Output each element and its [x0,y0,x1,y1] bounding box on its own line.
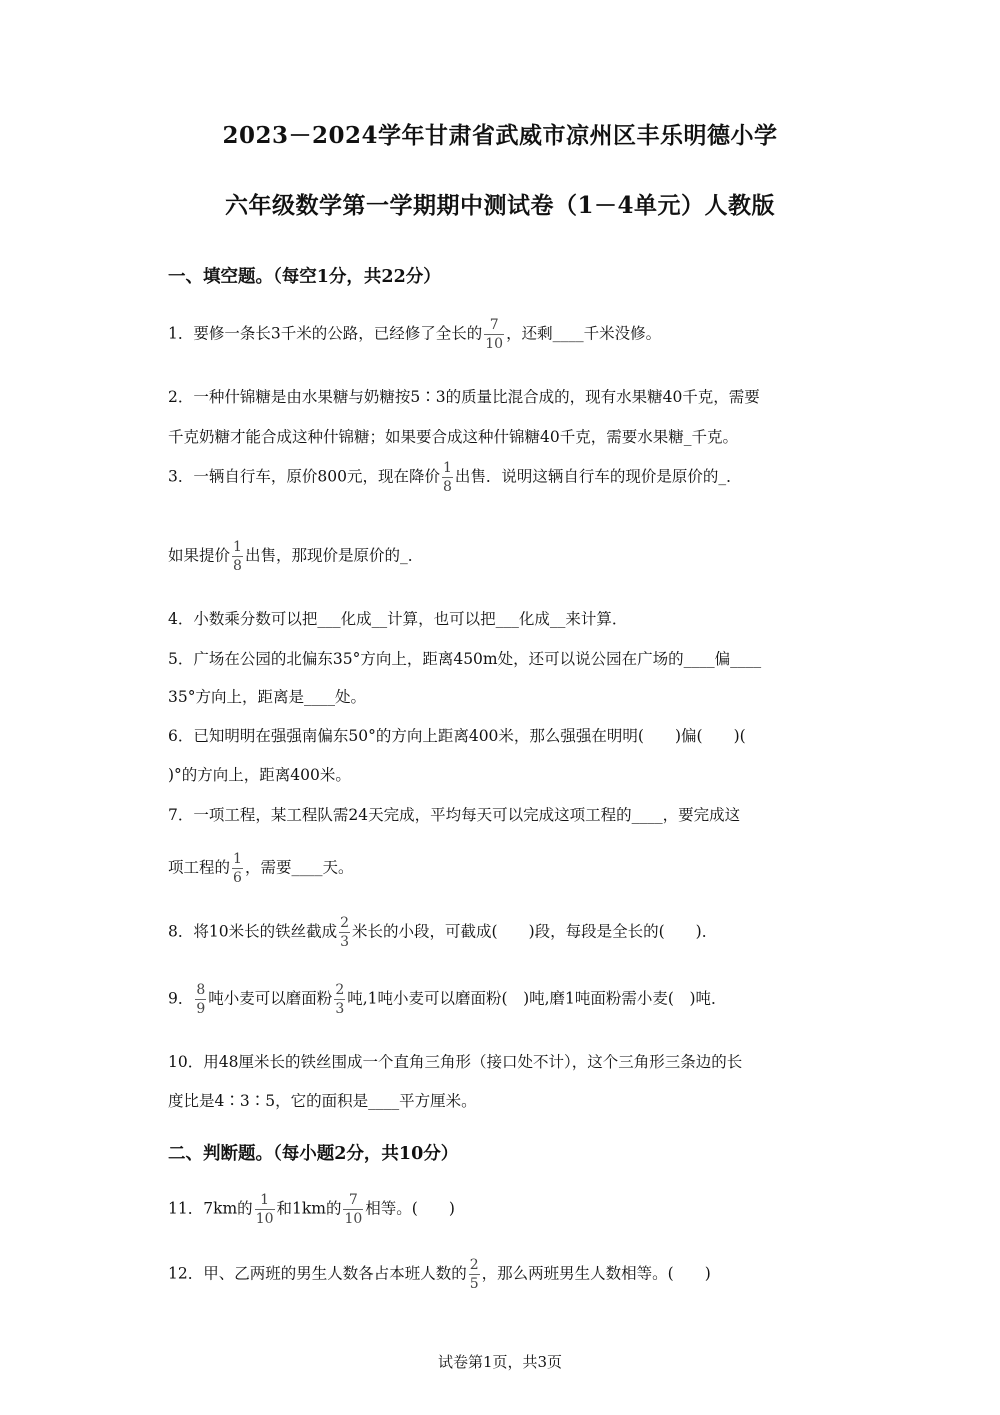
section-fill-in-blank: 一、填空题。（每空1分，共22分） [168,267,441,287]
question-9-text-end: 吨,1吨小麦可以磨面粉( )吨,磨1吨面粉需小麦( )吨． [347,989,727,1008]
section-true-false: 二、判断题。（每小题2分，共10分） [168,1144,459,1164]
question-2-line1: 2．一种什锦糖是由水果糖与奶糖按5∶3的质量比混合成的，现有水果糖40千克，需要 [168,388,760,406]
question-3-line1 [168,461,742,494]
question-5-line1: 5．广场在公园的北偏东35°方向上，距离450m处，还可以说公园在广场的____偏____ [168,650,762,668]
fraction: $\frac{7}{10}$ [485,317,504,352]
question-6-line2: )°的方向上，距离400米。 [168,766,351,784]
page-footer: 试卷第1页，共3页 [437,1353,563,1371]
question-7-line2 [168,852,353,885]
question-8 [168,916,717,949]
question-9-number: 9． [168,989,194,1008]
question-7-line1: 7．一项工程，某工程队需24天完成，平均每天可以完成这项工程的____，要完成这 [168,806,741,824]
question-4: 4．小数乘分数可以把___化成__计算，也可以把___化成__来计算． [168,610,628,628]
question-3-text-end: 出售．说明这辆自行车的现价是原价的_． [454,467,742,486]
fraction: $\frac{2}{3}$ [340,915,350,950]
exam-title-line2: 六年级数学第一学期期中测试卷（1－4单元）人教版 [224,192,775,219]
question-1-text: 1．要修一条长3千米的公路，已经修了全长的 [168,324,483,343]
question-3-text: 3．一辆自行车，原价800元，现在降价 [168,467,440,486]
fraction: $\frac{2}{5}$ [469,1257,479,1292]
question-12 [168,1258,711,1291]
fraction: $\frac{1}{8}$ [233,539,242,574]
question-5-line2: 35°方向上，距离是____处。 [168,688,366,706]
question-12-text-end: ，那么两班男生人数相等。( ) [481,1264,711,1283]
question-10-line2: 度比是4∶3∶5，它的面积是____平方厘米。 [168,1092,477,1110]
question-3-text-3: 出售，那现价是原价的_． [244,546,424,565]
fraction: $\frac{1}{8}$ [442,460,452,495]
question-7-text-end: ，需要____天。 [244,858,354,877]
question-11-text: 11．7km的 [168,1199,253,1218]
question-11-text-end: 相等。( ) [365,1199,455,1218]
question-8-text: 8．将10米长的铁丝截成 [168,922,338,941]
question-9 [168,983,727,1016]
question-11-text-2: 和1km的 [276,1199,342,1218]
question-12-text: 12．甲、乙两班的男生人数各占本班人数的 [168,1264,467,1283]
fraction: $\frac{7}{10}$ [344,1192,363,1227]
question-6-line1: 6．已知明明在强强南偏东50°的方向上距离400米，那么强强在明明( )偏( )( [168,727,746,745]
fraction: $\frac{1}{6}$ [233,851,242,886]
exam-title-line1: 2023－2024学年甘肃省武威市凉州区丰乐明德小学 [222,122,778,149]
question-7-text: 项工程的 [168,858,231,877]
question-3-text-2: 如果提价 [168,546,231,565]
fraction: $\frac{8}{9}$ [196,982,206,1017]
question-8-text-end: 米长的小段，可截成( )段，每段是全长的( )． [352,922,718,941]
question-11 [168,1193,455,1226]
question-1-text-end: ，还剩____千米没修。 [506,324,662,343]
question-10-line1: 10．用48厘米长的铁丝围成一个直角三角形（接口处不计），这个三角形三条边的长 [168,1053,743,1071]
question-1 [168,318,661,351]
fraction: $\frac{2}{3}$ [335,982,345,1017]
question-9-text: 吨小麦可以磨面粉 [208,989,333,1008]
question-3-line2 [168,540,423,573]
fraction: $\frac{1}{10}$ [255,1192,274,1227]
question-2-line2: 千克奶糖才能合成这种什锦糖；如果要合成这种什锦糖40千克，需要水果糖_千克。 [168,428,738,446]
